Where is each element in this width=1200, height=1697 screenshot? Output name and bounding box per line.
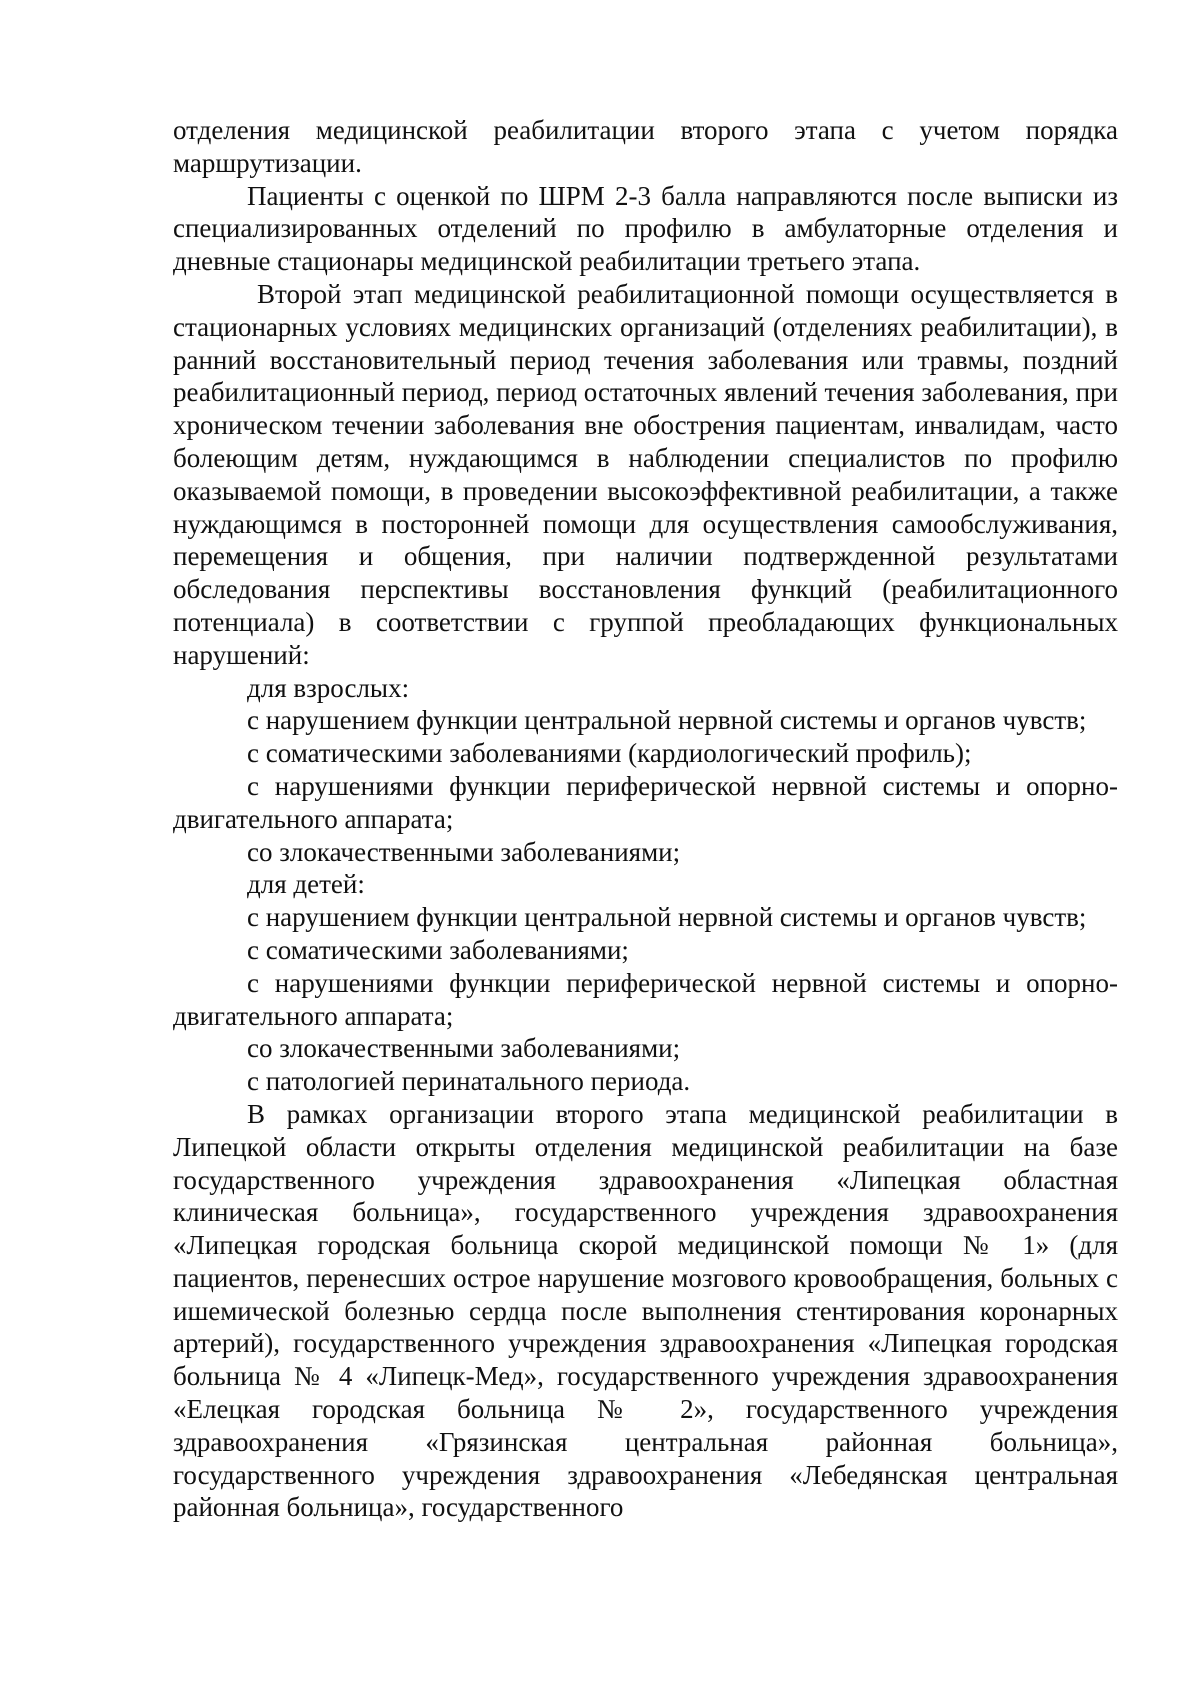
paragraph-lipetsk-departments: В рамках организации второго этапа медицинской реабилитации в Липецкой области открыты отделения медицинской реабилитации на базе государственного учреждения здравоохранения «Липецкая областная клиническая больница», государственного учреждения здравоохранения «Липецкая городская больница скорой медицинской помощи № 1» (для пациентов, перенесших острое нарушение мозгового кровообращения, больных с ишемической болезнью сердца после выполнения стентирования коронарных артерий), государственного учреждения здравоохранения «Липецкая городская больница № 4 «Липецк-Мед», государственного учреждения здравоохранения «Елецкая городская больница № 2», государственного учреждения здравоохранения «Грязинская центральная районная больница», государственного учреждения здравоохранения «Лебедянская центральная районная больница», государственного <box>173 1098 1118 1523</box>
list-heading-children: для детей: <box>247 869 365 900</box>
list-item-children-somatic: с соматическими заболеваниями; <box>247 934 629 965</box>
list-item-children-pns: с нарушениями функции периферической нервной системы и опорно-двигательного аппарата; <box>173 967 1118 1031</box>
list-item-children-perinatal: с патологией перинатального периода. <box>247 1066 691 1097</box>
list-item-adults-cns: с нарушением функции центральной нервной системы и органов чувств; <box>247 705 1087 736</box>
document-body <box>173 114 1118 1524</box>
list-item-adults-somatic: с соматическими заболеваниями (кардиологический профиль); <box>247 738 972 769</box>
list-item-children-cns: с нарушением функции центральной нервной системы и органов чувств; <box>247 902 1087 933</box>
list-item-adults-pns: с нарушениями функции периферической нервной системы и опорно-двигательного аппарата; <box>173 770 1118 834</box>
paragraph-continuation: отделения медицинской реабилитации второго этапа с учетом порядка маршрутизации. <box>173 115 1118 178</box>
list-item-adults-oncology: со злокачественными заболеваниями; <box>247 836 681 867</box>
list-item-children-oncology: со злокачественными заболеваниями; <box>247 1033 681 1064</box>
list-heading-adults: для взрослых: <box>247 672 410 703</box>
paragraph-patients-shrm: Пациенты с оценкой по ШРМ 2-3 балла направляются после выписки из специализированных отделений по профилю в амбулаторные отделения и дневные стационары медицинской реабилитации третьего этапа. <box>173 180 1118 277</box>
paragraph-second-stage: Второй этап медицинской реабилитационной помощи осуществляется в стационарных условиях медицинских организаций (отделениях реабилитации), в ранний восстановительный период течения заболевания или травмы, поздний реабилитационный период, период остаточных явлений течения заболевания, при хроническом течении заболевания вне обострения пациентам, инвалидам, часто болеющим детям, нуждающимся в наблюдении специалистов по профилю оказываемой помощи, в проведении высокоэффективной реабилитации, а также нуждающимся в посторонней помощи для осуществления самообслуживания, перемещения и общения, при наличии подтвержденной результатами обследования перспективы восстановления функций (реабилитационного потенциала) в соответствии с группой преобладающих функциональных нарушений: <box>173 278 1118 670</box>
